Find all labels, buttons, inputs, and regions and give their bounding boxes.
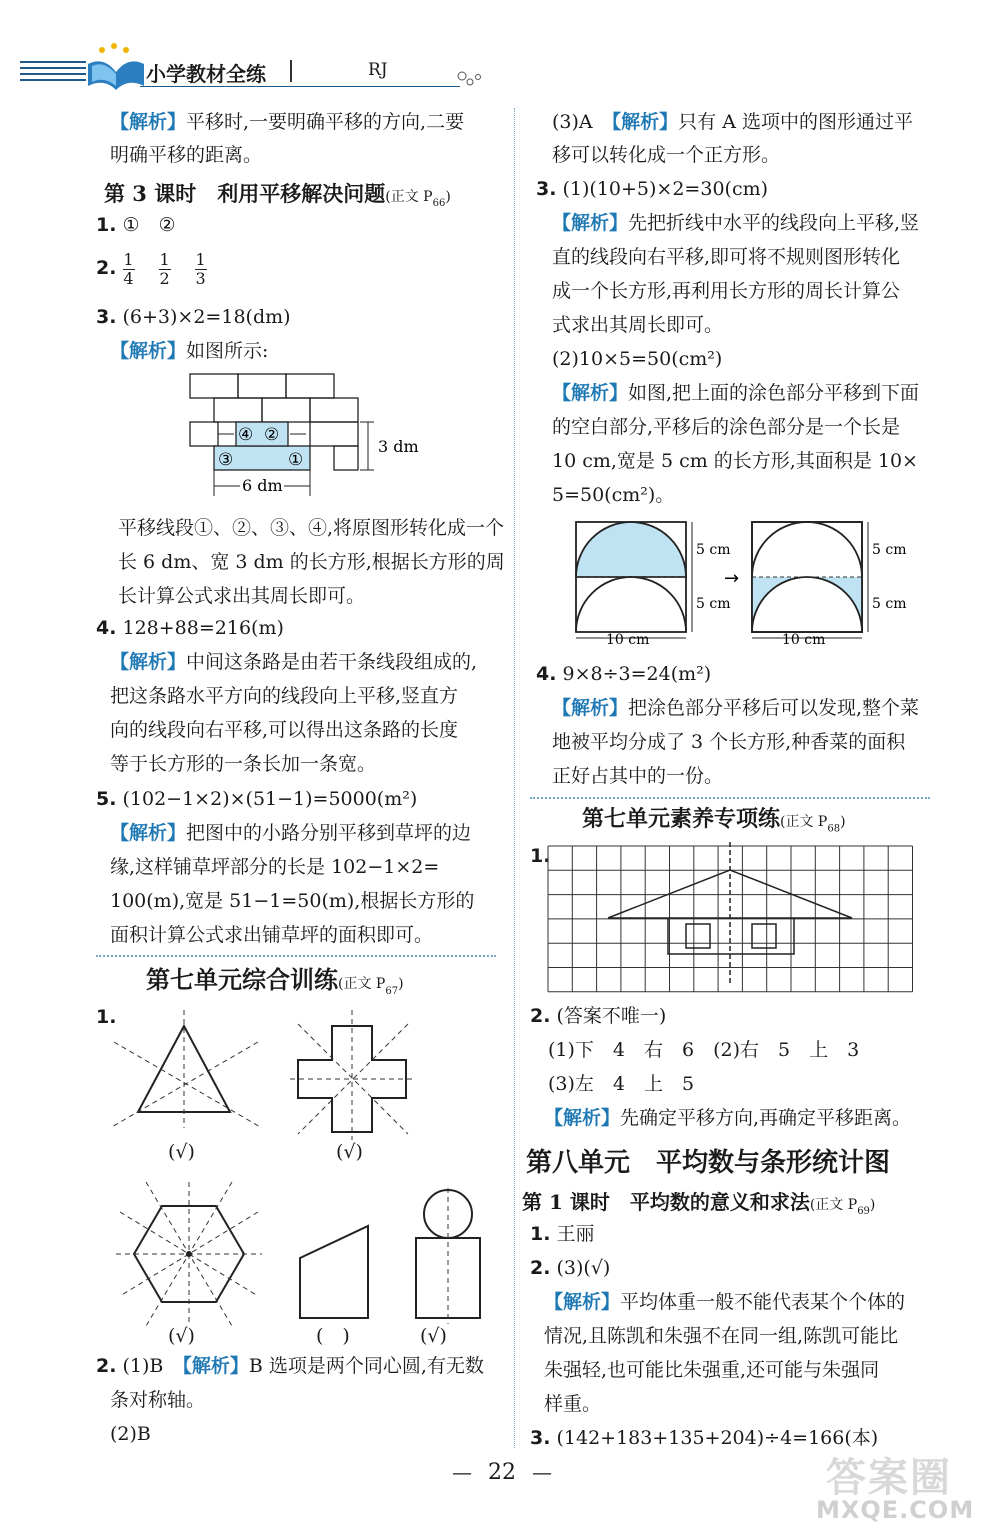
right-q3-analysis-1: 【解析】先把折线中水平的线段向上平移,竖 [552, 212, 920, 234]
right-q4-analysis-3: 正好占其中的一份。 [552, 765, 724, 787]
book-title: 小学教材全练 [146, 62, 266, 86]
watermark-url: MXQE.COM [816, 1496, 975, 1524]
svg-text:5 cm: 5 cm [872, 542, 907, 558]
edition-label: RJ [368, 60, 388, 80]
q4-analysis-2: 把这条路水平方向的线段向上平移,竖直方 [110, 685, 459, 707]
circle-square-figure [412, 1188, 492, 1328]
right-q3: 3. (1)(10+5)×2=30(cm) [536, 178, 769, 200]
lesson3-q5: 5. (102−1×2)×(51−1)=5000(m²) [96, 788, 418, 810]
unit8-title: 第八单元 平均数与条形统计图 [526, 1148, 891, 1178]
unit7s-q2-analysis: 【解析】先确定平移方向,再确定平移距离。 [544, 1107, 912, 1129]
lesson3-q4: 4. 128+88=216(m) [96, 617, 284, 639]
hexagon-symmetry-figure [110, 1182, 270, 1332]
q5-analysis-2: 缘,这样铺草坪部分的长是 102−1×2= [110, 856, 440, 878]
right-q4-analysis-2: 地被平均分成了 3 个长方形,种香菜的面积 [552, 731, 906, 753]
lesson1-q2: 2. (3)(√) [530, 1257, 611, 1279]
r3-line1: (3)A 【解析】只有 A 选项中的图形通过平 [552, 111, 913, 133]
q4-analysis-1: 【解析】中间这条路是由若干条线段组成的, [110, 651, 478, 673]
unit7-q2-line2: 条对称轴。 [110, 1389, 206, 1411]
unit7s-q2: 2. (答案不唯一) [530, 1005, 667, 1027]
lesson3-q3: 3. (6+3)×2=18(dm) [96, 306, 291, 328]
height-label: 3 dm [378, 437, 419, 456]
empty-mark: ( ) [316, 1325, 350, 1347]
right-q3-part2-analysis-4: 5=50(cm²)。 [552, 484, 675, 506]
fraction: $\frac{1}{4}$ [123, 249, 134, 288]
column-divider [514, 108, 515, 1448]
q5-analysis-1: 【解析】把图中的小路分别平移到草坪的边 [110, 822, 472, 844]
grid-house-figure [548, 846, 918, 986]
q5-analysis-4: 面积计算公式求出铺草坪的面积即可。 [110, 924, 434, 946]
header-underline [140, 86, 460, 87]
circle-label: ③ [218, 450, 234, 470]
svg-text:5 cm: 5 cm [872, 596, 907, 612]
section-separator [96, 955, 496, 957]
unit7-q2: 2. (1)B 【解析】B 选项是两个同心圆,有无数 [96, 1355, 484, 1377]
q4-analysis-3: 向的线段向右平移,可以得出这条路的长度 [110, 719, 459, 741]
lesson3-q1: 1. ① ② [96, 214, 176, 236]
section-separator [530, 797, 930, 799]
lesson1-q1: 1. 王丽 [530, 1223, 595, 1245]
lesson1-title: 第 1 课时 平均数的意义和求法(正文 $P_{69}$) [522, 1190, 876, 1217]
arrow-icon: → [724, 568, 740, 589]
circle-label: ④ [238, 425, 254, 445]
unit7-q2-line3: (2)B [110, 1423, 151, 1445]
r3-line2: 移可以转化成一个正方形。 [552, 144, 781, 166]
svg-text:5 cm: 5 cm [696, 596, 731, 612]
lesson1-q2-analysis-3: 朱强轻,也可能比朱强重,还可能与朱强同 [544, 1359, 880, 1381]
check-mark: (√) [168, 1325, 195, 1347]
right-q3-analysis-4: 式求出其周长即可。 [552, 314, 724, 336]
right-q3-part2: (2)10×5=50(cm²) [552, 348, 723, 370]
lesson1-q2-analysis-1: 【解析】平均体重一般不能代表某个个体的 [544, 1291, 906, 1313]
fraction: $\frac{1}{2}$ [159, 249, 170, 288]
bubble-icon [456, 70, 486, 90]
brick-figure [188, 372, 428, 507]
right-q4: 4. 9×8÷3=24(m²) [536, 663, 712, 685]
circle-label: ② [264, 425, 280, 445]
svg-text:5 cm: 5 cm [696, 542, 731, 558]
check-mark: (√) [336, 1141, 363, 1163]
q3-explain-3: 长计算公式求出其周长即可。 [118, 585, 366, 607]
lesson3-title: 第 3 课时 利用平移解决问题(正文 $P_{66}$) [104, 181, 451, 210]
lesson3-q2: 2. $\frac{1}{4}$ $\frac{1}{2}$ $\frac{1}{3}$ [96, 249, 206, 288]
right-q4-analysis-1: 【解析】把涂色部分平移后可以发现,整个菜 [552, 697, 920, 719]
unit7s-q1-num: 1. [530, 845, 551, 867]
right-q3-part2-analysis-2: 的空白部分,平移后的涂色部分是一个长是 [552, 416, 901, 438]
unit7s-title: 第七单元素养专项练(正文 $P_{68}$) [582, 806, 846, 835]
unit7-q1-num: 1. [96, 1006, 117, 1028]
right-q3-part2-analysis-3: 10 cm,宽是 5 cm 的长方形,其面积是 10× [552, 450, 918, 472]
page-number: 22 [488, 1460, 516, 1485]
footer-dash: — [532, 1460, 552, 1484]
right-q3-analysis-3: 成一个长方形,再利用长方形的周长计算公 [552, 280, 901, 302]
cross-symmetry-figure [290, 1010, 420, 1140]
header-divider [290, 60, 292, 82]
right-q3-analysis-2: 直的线段向右平移,即可将不规则图形转化 [552, 246, 901, 268]
watermark-logo: 答案圈 [826, 1455, 952, 1501]
lesson1-q2-analysis-4: 样重。 [544, 1393, 602, 1415]
intro-line1: 【解析】平移时,一要明确平移的方向,二要 [110, 111, 465, 133]
right-q3-part2-analysis-1: 【解析】如图,把上面的涂色部分平移到下面 [552, 382, 920, 404]
q3-explain-1: 平移线段①、②、③、④,将原图形转化成一个 [118, 517, 505, 539]
unit7s-q2-line2: (3)左 4 上 5 [548, 1073, 695, 1095]
unit7s-q2-line1: (1)下 4 右 6 (2)右 5 上 3 [548, 1039, 860, 1061]
q3-explain-2: 长 6 dm、宽 3 dm 的长方形,根据长方形的周 [118, 551, 505, 573]
check-mark: (√) [168, 1141, 195, 1163]
semicircle-translation-figure [572, 518, 952, 658]
check-mark: (√) [420, 1325, 447, 1347]
circle-label: ① [288, 450, 304, 470]
svg-text:10 cm: 10 cm [782, 632, 826, 648]
fraction: $\frac{1}{3}$ [195, 249, 206, 288]
book-logo-icon [16, 42, 146, 102]
triangle-symmetry-figure [110, 1010, 270, 1140]
lesson3-q3-analysis: 【解析】如图所示: [110, 340, 269, 362]
lesson1-q2-analysis-2: 情况,且陈凯和朱强不在同一组,陈凯可能比 [544, 1325, 899, 1347]
trapezoid-figure [296, 1222, 396, 1322]
footer-dash: — [452, 1460, 472, 1484]
q4-analysis-4: 等于长方形的一条长加一条宽。 [110, 753, 377, 775]
q5-analysis-3: 100(m),宽是 51−1=50(m),根据长方形的 [110, 890, 475, 912]
intro-line2: 明确平移的距离。 [110, 144, 263, 166]
lesson1-q3: 3. (142+183+135+204)÷4=166(本) [530, 1427, 879, 1449]
width-label: 6 dm [242, 476, 283, 495]
svg-text:10 cm: 10 cm [606, 632, 650, 648]
unit7-title: 第七单元综合训练(正文 $P_{67}$) [146, 965, 404, 997]
